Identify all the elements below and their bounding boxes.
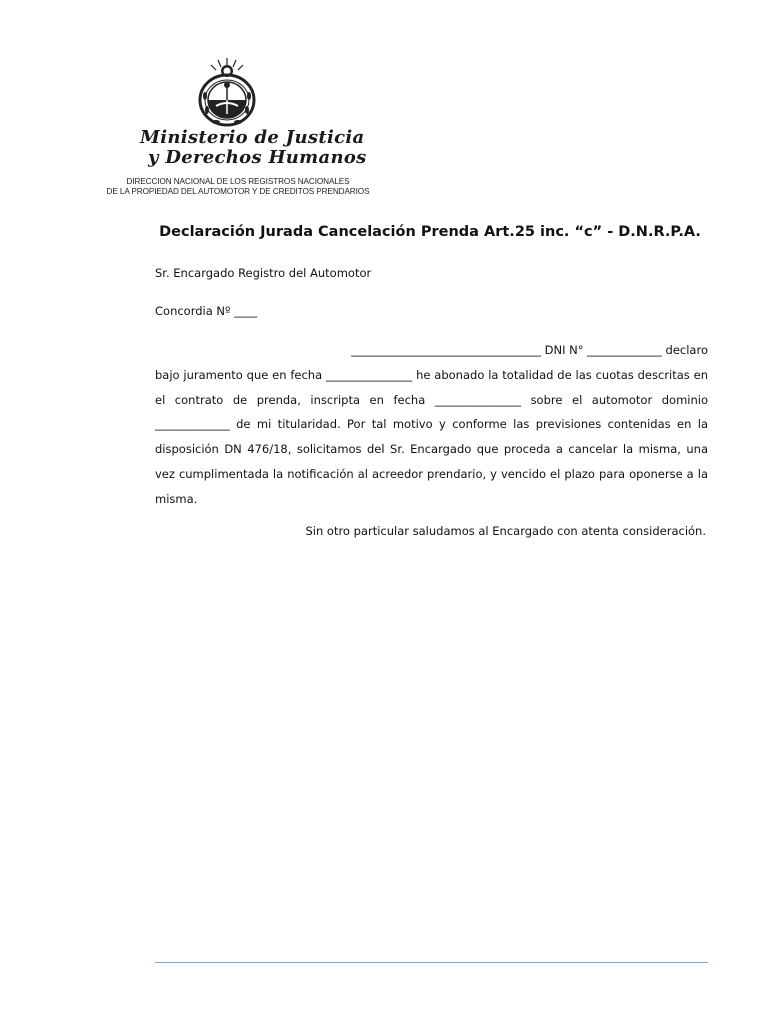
declaration-body: bajo juramento que en fecha _______________ he abonado la totalidad de las cuotas descritas en el contrato de prenda, inscripta en fecha _______________ sobre el automotor dominio _____________ de mi titularidad. Por tal motivo y conforme las previsiones contenidas en la disposición DN 476/18, solicitamos del Sr. Encargado que proceda a cancelar la misma, una vez cumplimentada la notificación al acreedor prendario, y vencido el plazo para oponerse a la misma. [155, 367, 708, 506]
declaration-paragraph [155, 338, 708, 512]
addressee: Sr. Encargado Registro del Automotor [155, 266, 372, 280]
footer-divider [155, 962, 708, 963]
coat-of-arms-icon [196, 56, 258, 128]
ministry-line-2: y Derechos Humanos [148, 147, 367, 168]
concordia-line: Concordia Nº ____ [155, 304, 258, 318]
document-title: Declaración Jurada Cancelación Prenda Art.25 inc. “c” - D.N.R.P.A. [159, 224, 701, 240]
direccion-nacional [96, 177, 380, 197]
closing-line: Sin otro particular saludamos al Encargado con atenta consideración. [305, 524, 706, 538]
declaration-first-line: _________________________________ DNI N° _____________ declaro [351, 343, 708, 357]
ministry-line-1: Ministerio de Justicia [140, 127, 365, 148]
direccion-line-1: DIRECCION NACIONAL DE LOS REGISTROS NACIONALES [126, 177, 350, 186]
direccion-line-2: DE LA PROPIEDAD DEL AUTOMOTOR Y DE CREDITOS PRENDARIOS [106, 187, 370, 196]
ministry-name [140, 128, 367, 168]
